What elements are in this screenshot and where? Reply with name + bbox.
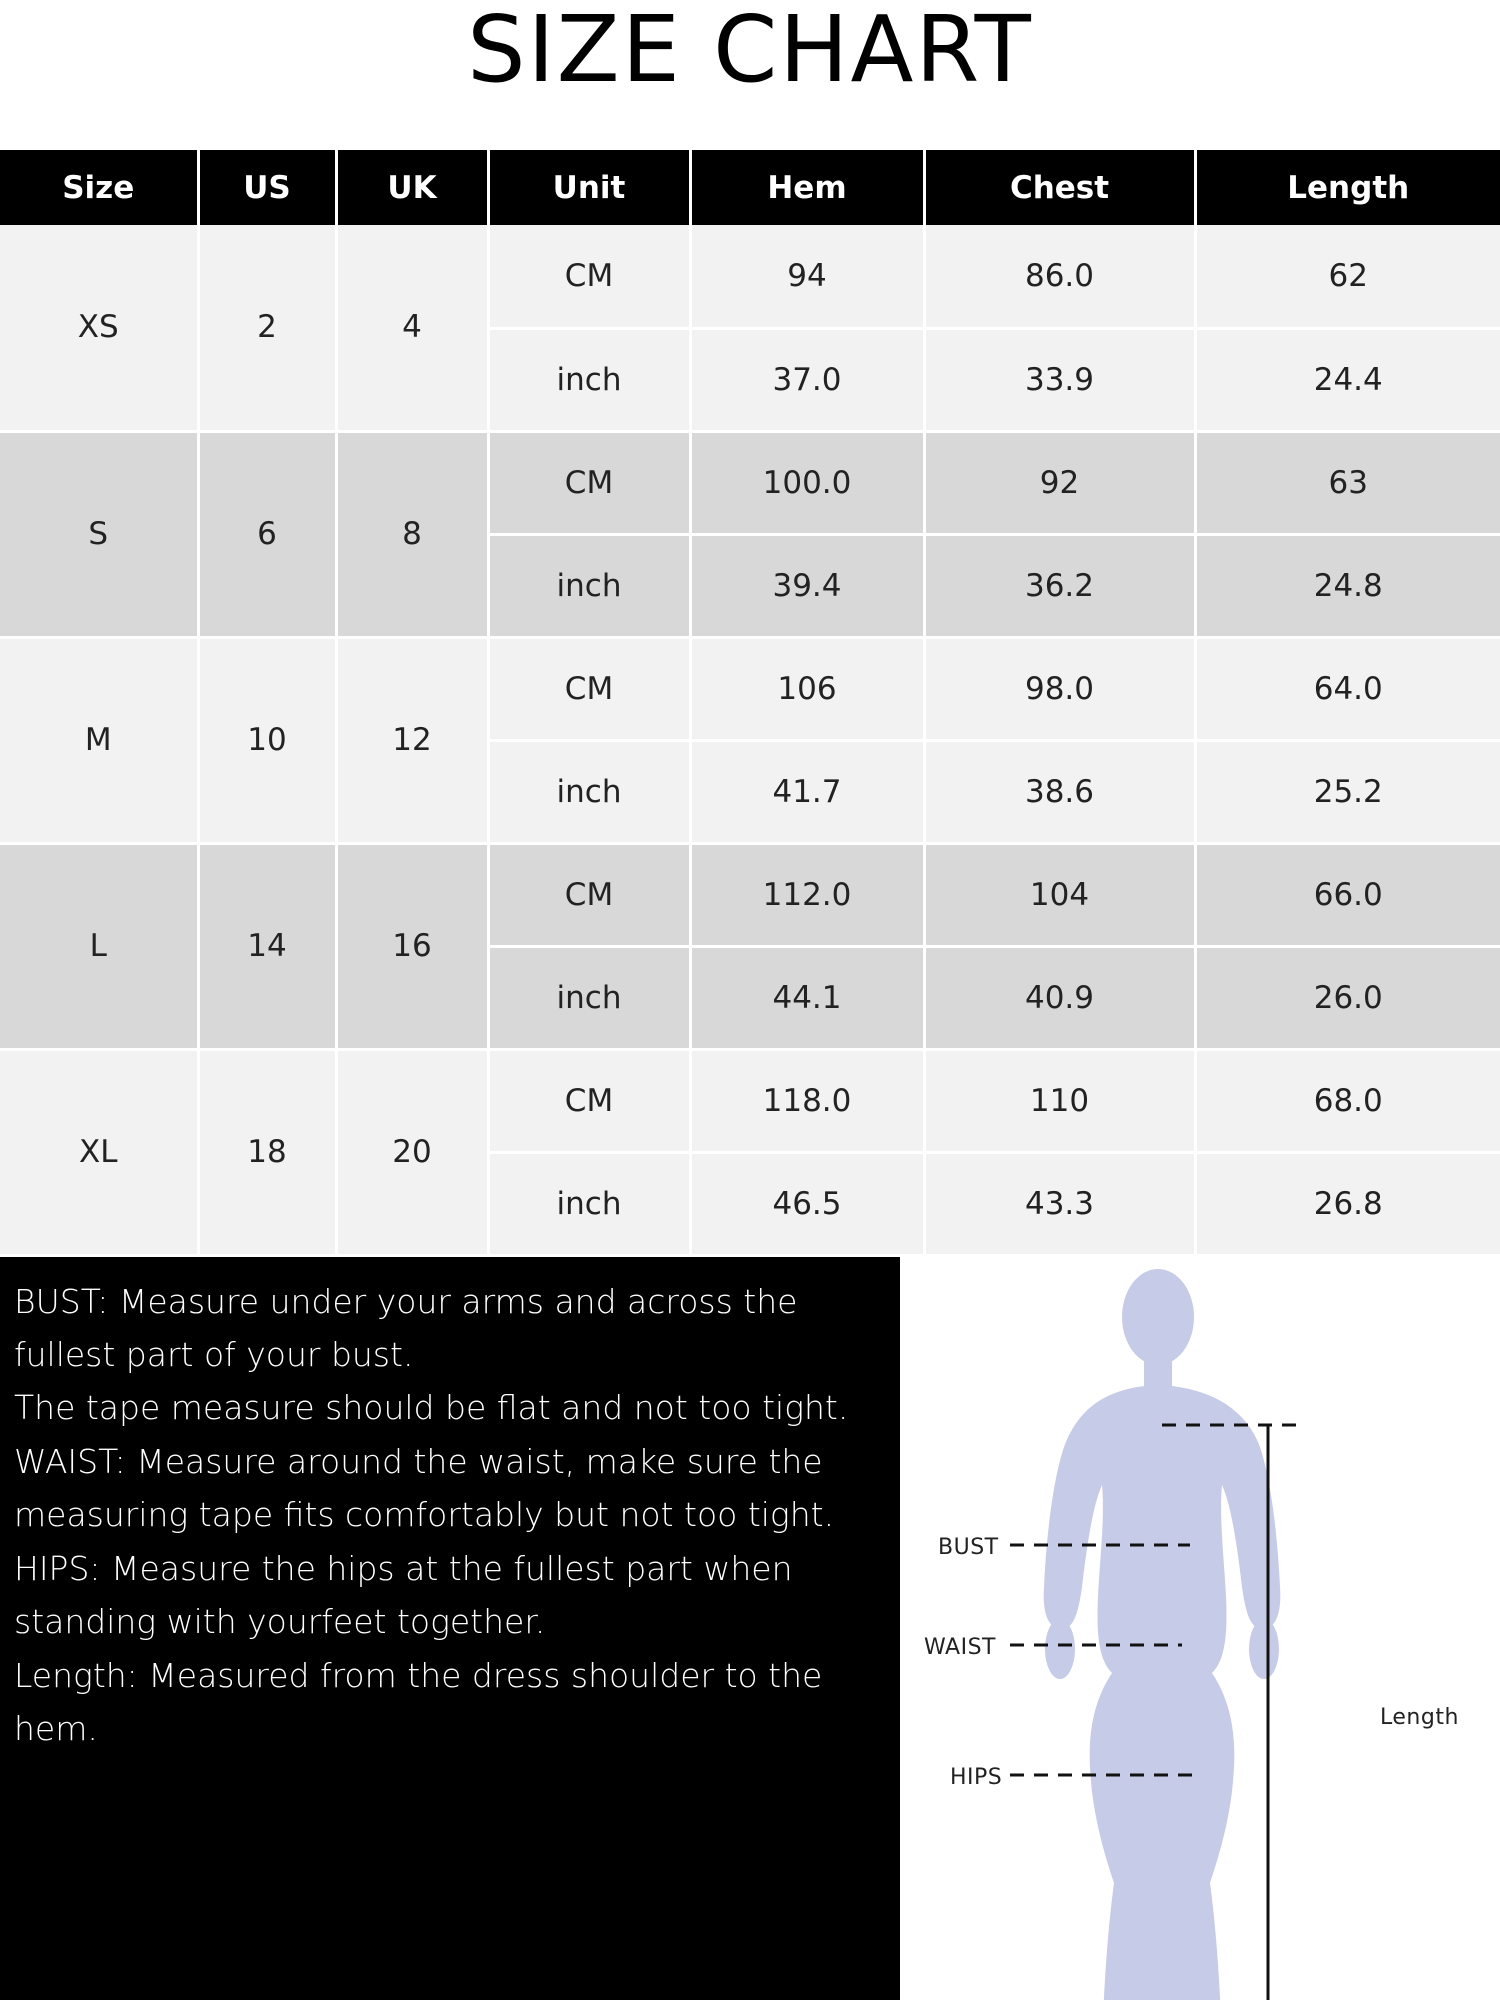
cell-unit: CM [488, 1049, 690, 1152]
cell-unit: CM [488, 843, 690, 946]
cell-chest: 36.2 [924, 534, 1195, 637]
cell-unit: inch [488, 1152, 690, 1255]
cell-length: 26.0 [1195, 946, 1500, 1049]
note-waist: WAIST: Measure around the waist, make sure the measuring tape fits comfortably but not too tight. [14, 1441, 835, 1535]
cell-us: 14 [198, 843, 336, 1049]
cell-chest: 38.6 [924, 740, 1195, 843]
column-header-us: US [198, 150, 336, 225]
cell-us: 6 [198, 431, 336, 637]
table-row [0, 843, 1500, 946]
measure-instructions-section [0, 1257, 1500, 2000]
cell-uk: 8 [336, 431, 488, 637]
note-hips: HIPS: Measure the hips at the fullest part when standing with yourfeet together. [14, 1548, 793, 1642]
table-row [0, 431, 1500, 534]
cell-hem: 39.4 [690, 534, 924, 637]
body-measure-figure [900, 1257, 1500, 2000]
cell-length: 24.8 [1195, 534, 1500, 637]
cell-length: 62 [1195, 225, 1500, 328]
column-header-chest: Chest [924, 150, 1195, 225]
cell-unit: CM [488, 637, 690, 740]
cell-chest: 43.3 [924, 1152, 1195, 1255]
cell-unit: inch [488, 946, 690, 1049]
table-row [0, 637, 1500, 740]
cell-us: 18 [198, 1049, 336, 1255]
cell-us: 10 [198, 637, 336, 843]
cell-hem: 106 [690, 637, 924, 740]
cell-unit: inch [488, 740, 690, 843]
figure-label-bust: BUST [938, 1534, 999, 1560]
column-header-uk: UK [336, 150, 488, 225]
table-row [0, 225, 1500, 328]
cell-unit: CM [488, 431, 690, 534]
cell-length: 64.0 [1195, 637, 1500, 740]
cell-uk: 4 [336, 225, 488, 431]
cell-length: 66.0 [1195, 843, 1500, 946]
cell-unit: inch [488, 534, 690, 637]
cell-hem: 41.7 [690, 740, 924, 843]
figure-label-length: Length [1380, 1704, 1459, 1730]
cell-hem: 100.0 [690, 431, 924, 534]
note-length: Length: Measured from the dress shoulder to the hem. [14, 1655, 823, 1749]
measurement-notes [0, 1257, 900, 2000]
figure-svg [900, 1257, 1500, 2000]
cell-us: 2 [198, 225, 336, 431]
cell-uk: 20 [336, 1049, 488, 1255]
cell-chest: 104 [924, 843, 1195, 946]
size-chart-table [0, 150, 1500, 1257]
column-header-hem: Hem [690, 150, 924, 225]
cell-length: 26.8 [1195, 1152, 1500, 1255]
cell-size: M [0, 637, 198, 843]
cell-length: 25.2 [1195, 740, 1500, 843]
cell-length: 68.0 [1195, 1049, 1500, 1152]
cell-chest: 86.0 [924, 225, 1195, 328]
cell-unit: CM [488, 225, 690, 328]
cell-chest: 33.9 [924, 328, 1195, 431]
cell-size: S [0, 431, 198, 637]
cell-chest: 92 [924, 431, 1195, 534]
figure-label-waist: WAIST [924, 1634, 996, 1660]
cell-size: L [0, 843, 198, 1049]
cell-unit: inch [488, 328, 690, 431]
cell-chest: 110 [924, 1049, 1195, 1152]
cell-chest: 40.9 [924, 946, 1195, 1049]
figure-label-hips: HIPS [950, 1764, 1003, 1790]
page-title: SIZE CHART [467, 0, 1033, 103]
column-header-size: Size [0, 150, 198, 225]
column-header-length: Length [1195, 150, 1500, 225]
cell-hem: 118.0 [690, 1049, 924, 1152]
cell-hem: 44.1 [690, 946, 924, 1049]
cell-length: 63 [1195, 431, 1500, 534]
note-tape: The tape measure should be flat and not too tight. [14, 1388, 849, 1428]
cell-hem: 112.0 [690, 843, 924, 946]
cell-chest: 98.0 [924, 637, 1195, 740]
table-row [0, 1049, 1500, 1152]
female-silhouette-icon [1044, 1269, 1281, 2000]
cell-hem: 94 [690, 225, 924, 328]
note-bust: BUST: Measure under your arms and across the fullest part of your bust. [14, 1281, 798, 1374]
cell-size: XL [0, 1049, 198, 1255]
table-header-row [0, 150, 1500, 225]
cell-uk: 12 [336, 637, 488, 843]
cell-hem: 46.5 [690, 1152, 924, 1255]
cell-size: XS [0, 225, 198, 431]
cell-uk: 16 [336, 843, 488, 1049]
column-header-unit: Unit [488, 150, 690, 225]
cell-hem: 37.0 [690, 328, 924, 431]
cell-length: 24.4 [1195, 328, 1500, 431]
